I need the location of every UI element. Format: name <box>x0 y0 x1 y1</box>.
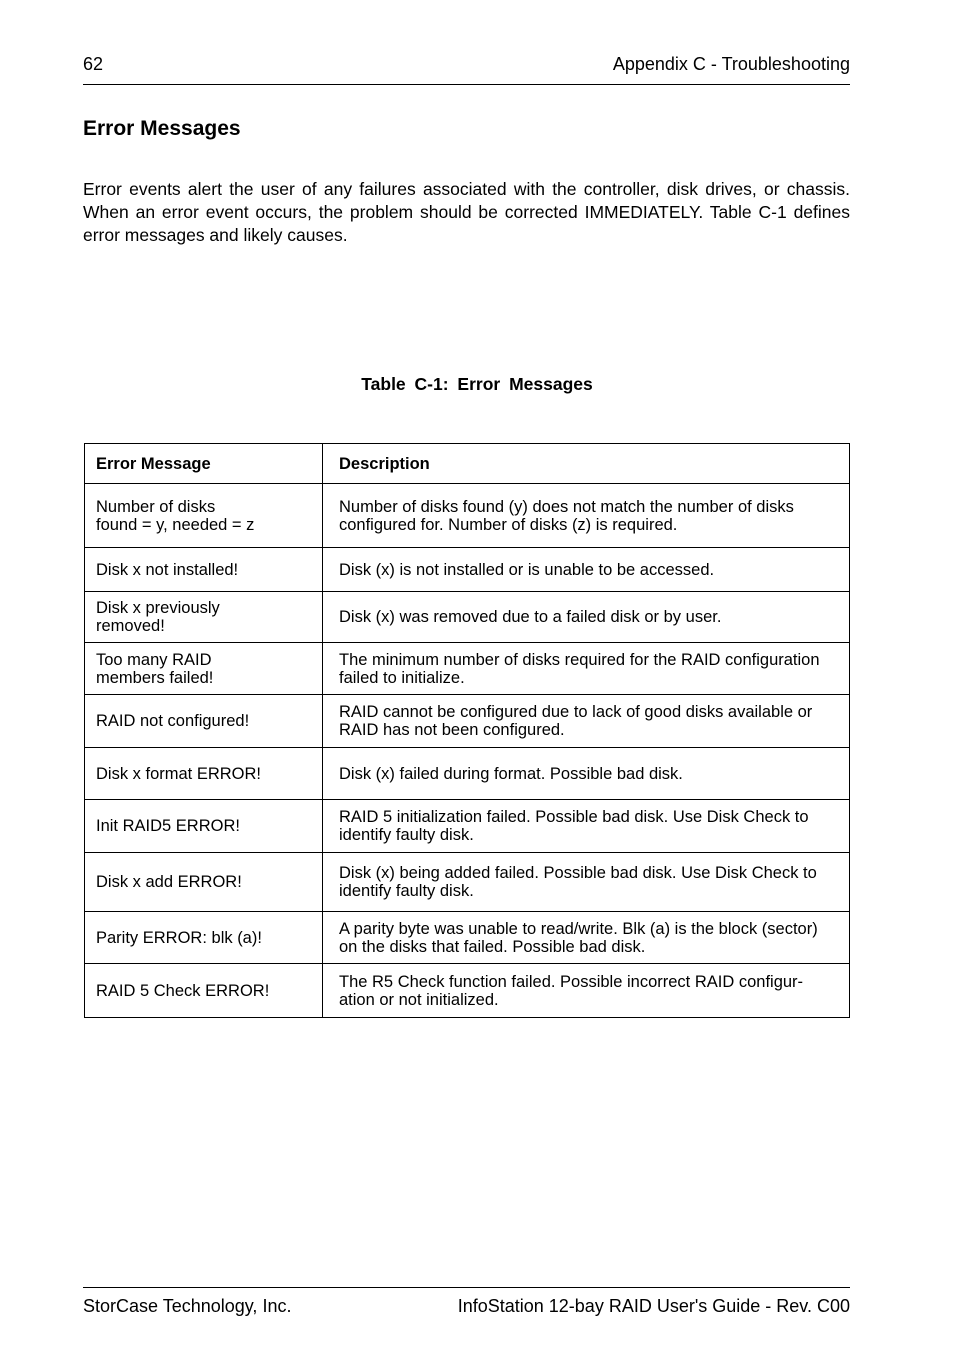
table-row <box>85 548 850 592</box>
section-title: Error Messages <box>83 117 241 140</box>
table-row <box>85 964 850 1018</box>
row-message: Parity ERROR: blk (a)! <box>85 912 323 964</box>
row-description: Disk (x) is not installed or is unable to be accessed. <box>323 548 850 592</box>
table-row <box>85 748 850 800</box>
row-message: Disk x format ERROR! <box>85 748 323 800</box>
footer-guide-title: InfoStation 12-bay RAID User's Guide - Rev. C00 <box>457 1296 850 1316</box>
table-row <box>85 912 850 964</box>
table-row <box>85 695 850 748</box>
row-message: RAID not configured! <box>85 695 323 748</box>
table-row <box>85 853 850 912</box>
row-description: The R5 Check function failed. Possible incorrect RAID configur- ation or not initialized. <box>323 964 850 1018</box>
intro-paragraph: Error events alert the user of any failures associated with the controller, disk drives, or chassis. When an error event occurs, the problem should be corrected IMMEDIATELY. Table C-1 defines error messages and likely causes. <box>83 179 850 245</box>
row-description: RAID 5 initialization failed. Possible bad disk. Use Disk Check to identify faulty disk. <box>323 800 850 853</box>
footer-company: StorCase Technology, Inc. <box>83 1296 292 1316</box>
row-message: Init RAID5 ERROR! <box>85 800 323 853</box>
table-row <box>85 592 850 643</box>
row-description: A parity byte was unable to read/write. Blk (a) is the block (sector) on the disks that failed. Possible bad disk. <box>323 912 850 964</box>
table-row <box>85 800 850 853</box>
table-header-row <box>85 444 850 484</box>
row-description: Disk (x) was removed due to a failed disk or by user. <box>323 592 850 643</box>
error-messages-table <box>84 443 850 1018</box>
running-title: Appendix C - Troubleshooting <box>612 54 850 74</box>
table-caption: Table C-1: Error Messages <box>361 374 593 394</box>
table-row <box>85 484 850 548</box>
table-row <box>85 643 850 695</box>
row-description: Disk (x) failed during format. Possible bad disk. <box>323 748 850 800</box>
row-message: RAID 5 Check ERROR! <box>85 964 323 1018</box>
page-footer <box>83 1287 850 1318</box>
row-message: Disk x previously removed! <box>85 592 323 643</box>
row-message: Disk x add ERROR! <box>85 853 323 912</box>
row-message: Too many RAID members failed! <box>85 643 323 695</box>
header-description: Description <box>323 444 850 484</box>
row-description: RAID cannot be configured due to lack of good disks available or RAID has not been configured. <box>323 695 850 748</box>
row-message: Disk x not installed! <box>85 548 323 592</box>
row-message: Number of disks found = y, needed = z <box>85 484 323 548</box>
row-description: Number of disks found (y) does not match the number of disks configured for. Number of disks (z) is required. <box>323 484 850 548</box>
row-description: The minimum number of disks required for the RAID configuration failed to initialize. <box>323 643 850 695</box>
page-header <box>83 54 850 85</box>
row-description: Disk (x) being added failed. Possible bad disk. Use Disk Check to identify faulty disk. <box>323 853 850 912</box>
header-error-message: Error Message <box>85 444 323 484</box>
page-number: 62 <box>83 54 104 74</box>
